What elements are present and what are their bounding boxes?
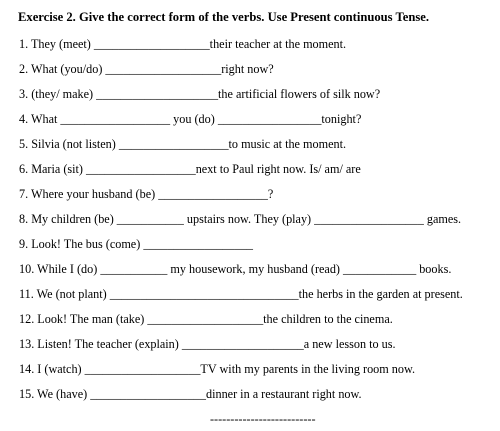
exercise-item-8: 8. My children (be) ___________ upstairs now. They (play) __________________ games. bbox=[19, 212, 462, 226]
exercise-item-5: 5. Silvia (not listen) __________________to music at the moment. bbox=[19, 137, 347, 151]
exercise-item-3: 3. (they/ make) ____________________the artificial flowers of silk now? bbox=[19, 87, 381, 101]
exercise-item-13: 13. Listen! The teacher (explain) ____________________a new lesson to us. bbox=[19, 337, 396, 351]
exercise-item-1: 1. They (meet) ___________________their teacher at the moment. bbox=[19, 37, 347, 51]
footer-divider: -------------------------- bbox=[210, 412, 316, 426]
exercise-item-2: 2. What (you/do) ___________________right now? bbox=[19, 62, 274, 76]
exercise-item-9: 9. Look! The bus (come) __________________ bbox=[19, 237, 254, 251]
exercise-item-15: 15. We (have) ___________________dinner in a restaurant right now. bbox=[19, 387, 362, 401]
exercise-item-10: 10. While I (do) ___________ my housework, my husband (read) ____________ books. bbox=[19, 262, 452, 276]
exercise-item-11: 11. We (not plant) _______________________________the herbs in the garden at present. bbox=[19, 287, 463, 301]
exercise-item-7: 7. Where your husband (be) __________________? bbox=[19, 187, 274, 201]
exercise-item-14: 14. I (watch) ___________________TV with my parents in the living room now. bbox=[19, 362, 416, 376]
exercise-item-4: 4. What __________________ you (do) _________________tonight? bbox=[19, 112, 362, 126]
exercise-title: Exercise 2. Give the correct form of the verbs. Use Present continuous Tense. bbox=[18, 10, 429, 24]
exercise-item-6: 6. Maria (sit) __________________next to Paul right now. Is/ am/ are bbox=[19, 162, 361, 176]
exercise-item-12: 12. Look! The man (take) ___________________the children to the cinema. bbox=[19, 312, 393, 326]
